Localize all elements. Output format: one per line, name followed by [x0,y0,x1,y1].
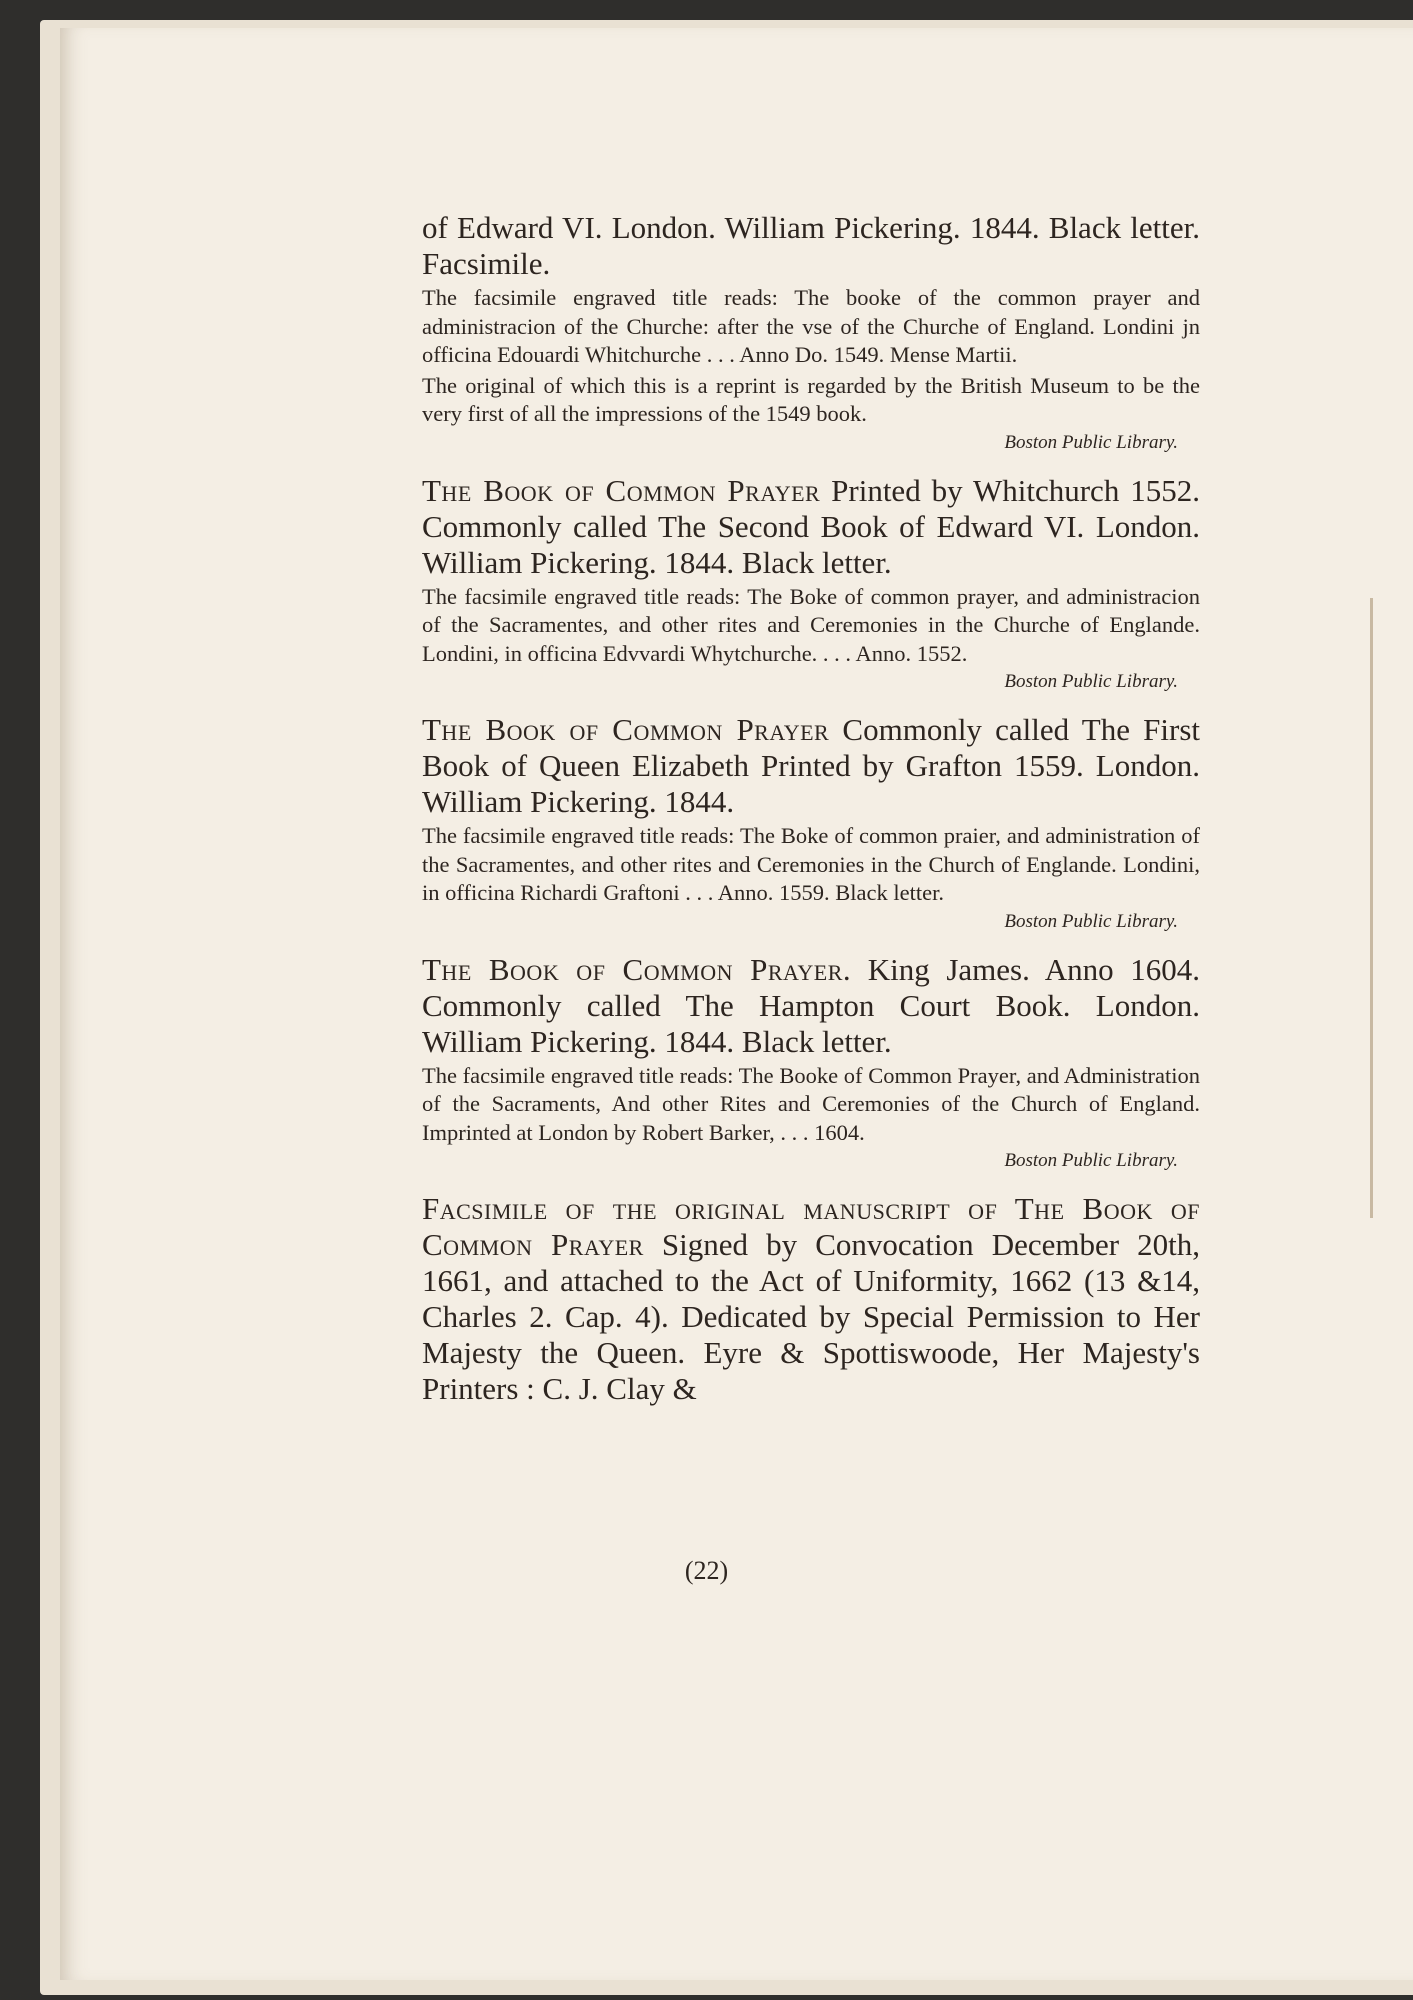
entry-heading-text: Signed by Convocation December 20th, 1661, and attached to the Act of Uniformity, 1662 (13 &14, Charles 2. Cap. 4). Dedicated by Special Permission to Her Majesty the Queen. Eyre & Spottiswoode, Her Majesty's Printers : C. J. Clay & [422,1227,1201,1406]
entry-heading-text: King James. Anno 1604. Commonly called The Hampton Court Book. London. William Pickering. 1844. Black letter. [422,951,1200,1059]
entry-4 [422,952,1200,1174]
entry-title-smallcaps: The Book of Common Prayer [422,712,830,747]
entry-note: The original of which this is a reprint is regarded by the British Museum to be the very first of all the impressions of the 1549 book. [422,372,1200,426]
entry-heading [422,1191,1200,1407]
entry-heading-text: Commonly called The First Book of Queen Elizabeth Printed by Grafton 1559. London. William Pickering. 1844. [422,712,1200,819]
page-edge-line [1370,598,1373,1218]
library-credit: Boston Public Library. [1004,1150,1178,1171]
entry-5 [422,1191,1200,1407]
entry-note: The facsimile engraved title reads: The Booke of Common Prayer, and Administration of the Sacraments, And other Rites and Ceremonies of the Church of England. Imprinted at London by Robert Barker, . . . 1604. [422,1062,1200,1145]
page-number: (22) [684,1556,729,1585]
entry-heading [422,210,1200,282]
entry-note: The facsimile engraved title reads: The Boke of common prayer, and administracion of the Sacramentes, and other rites and Ceremonies in the Churche of Englande. Londini, in officina Edvvardi Whytchurche. . . . Anno. 1552. [422,583,1200,666]
entry-note: The facsimile engraved title reads: The Boke of common praier, and administration of the Sacramentes, and other rites and Ceremonies in the Church of Englande. Londini, in officina Richardi Graftoni . . . Anno. 1559. Black letter. [422,823,1200,905]
entry-note: The facsimile engraved title reads: The booke of the common prayer and administracion of the Churche: after the vse of the Churche of England. Londini jn officina Edouardi Whitchurche . . . Anno Do. 1549. Mense Martii. [422,285,1200,367]
entry-heading [422,952,1200,1060]
entry-3 [422,712,1200,934]
entry-2 [422,473,1200,695]
entry-title-smallcaps: The Book of Common Prayer [422,472,821,508]
entry-heading [422,473,1200,581]
entry-heading-text: Printed by Whitchurch 1552. Commonly called The Second Book of Edward VI. London. William Pickering. 1844. Black letter. [422,472,1200,580]
library-credit: Boston Public Library. [1004,431,1178,453]
entry-title-smallcaps: The Book of Common Prayer. [422,951,852,987]
entry-heading-text: of Edward VI. London. William Pickering. 1844. Black letter. Facsimile. [422,210,1200,281]
entry-1 [422,210,1200,455]
library-credit: Boston Public Library. [1004,671,1178,692]
page-text-block [422,210,1200,1425]
entry-heading [422,712,1200,820]
entry-title-smallcaps: Facsimile of the original manuscript of The Book of Common Prayer [422,1191,1200,1262]
library-credit: Boston Public Library. [1004,910,1178,932]
